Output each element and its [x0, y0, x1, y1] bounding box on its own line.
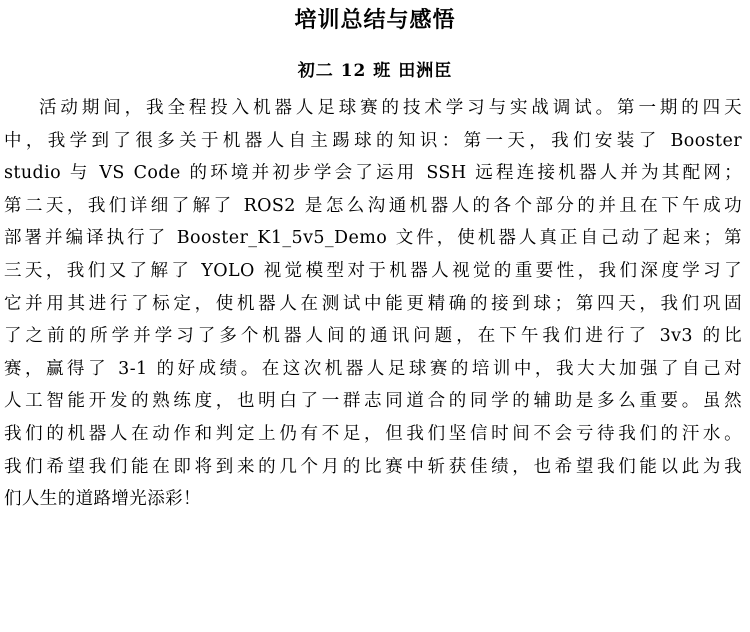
author-line: 初二 12 班 田洲臣: [297, 61, 453, 81]
document-title: 培训总结与感悟: [294, 8, 456, 33]
paragraph-line: 它并用其进行了标定，使机器人在测试中能更精确的接到球；第四天，我们巩固: [4, 293, 742, 314]
paragraph-line: 活动期间，我全程投入机器人足球赛的技术学习与实战调试。第一期的四天: [39, 98, 742, 118]
paragraph-line: studio 与 VS Code 的环境并初步学会了运用 SSH 远程连接机器人并为其配网；: [4, 163, 742, 184]
paragraph-line: 我们的机器人在动作和判定上仍有不足，但我们坚信时间不会亏待我们的汗水。: [4, 423, 742, 444]
paragraph-line: 们人生的道路增光添彩！: [4, 489, 201, 510]
body-paragraph: [4, 92, 742, 516]
paragraph-line: 我们希望我们能在即将到来的几个月的比赛中斩获佳绩，也希望我们能以此为我: [4, 456, 742, 477]
paragraph-line: 了之前的所学并学习了多个机器人间的通讯问题，在下午我们进行了 3v3 的比: [4, 326, 742, 347]
paragraph-line: 第二天，我们详细了解了 ROS2 是怎么沟通机器人的各个部分的并且在下午成功: [4, 195, 742, 216]
paragraph-line: 部署并编译执行了 Booster_K1_5v5_Demo 文件，使机器人真正自己动了起来；第: [4, 228, 742, 249]
paragraph-line: 三天，我们又了解了 YOLO 视觉模型对于机器人视觉的重要性，我们深度学习了: [4, 260, 742, 281]
paragraph-line: 人工智能开发的熟练度，也明白了一群志同道合的同学的辅助是多么重要。虽然: [4, 391, 742, 412]
paragraph-line: 赛，赢得了 3-1 的好成绩。在这次机器人足球赛的培训中，我大大加强了自己对: [4, 358, 742, 379]
paragraph-line: 中，我学到了很多关于机器人自主踢球的知识：第一天，我们安装了 Booster: [4, 130, 742, 151]
